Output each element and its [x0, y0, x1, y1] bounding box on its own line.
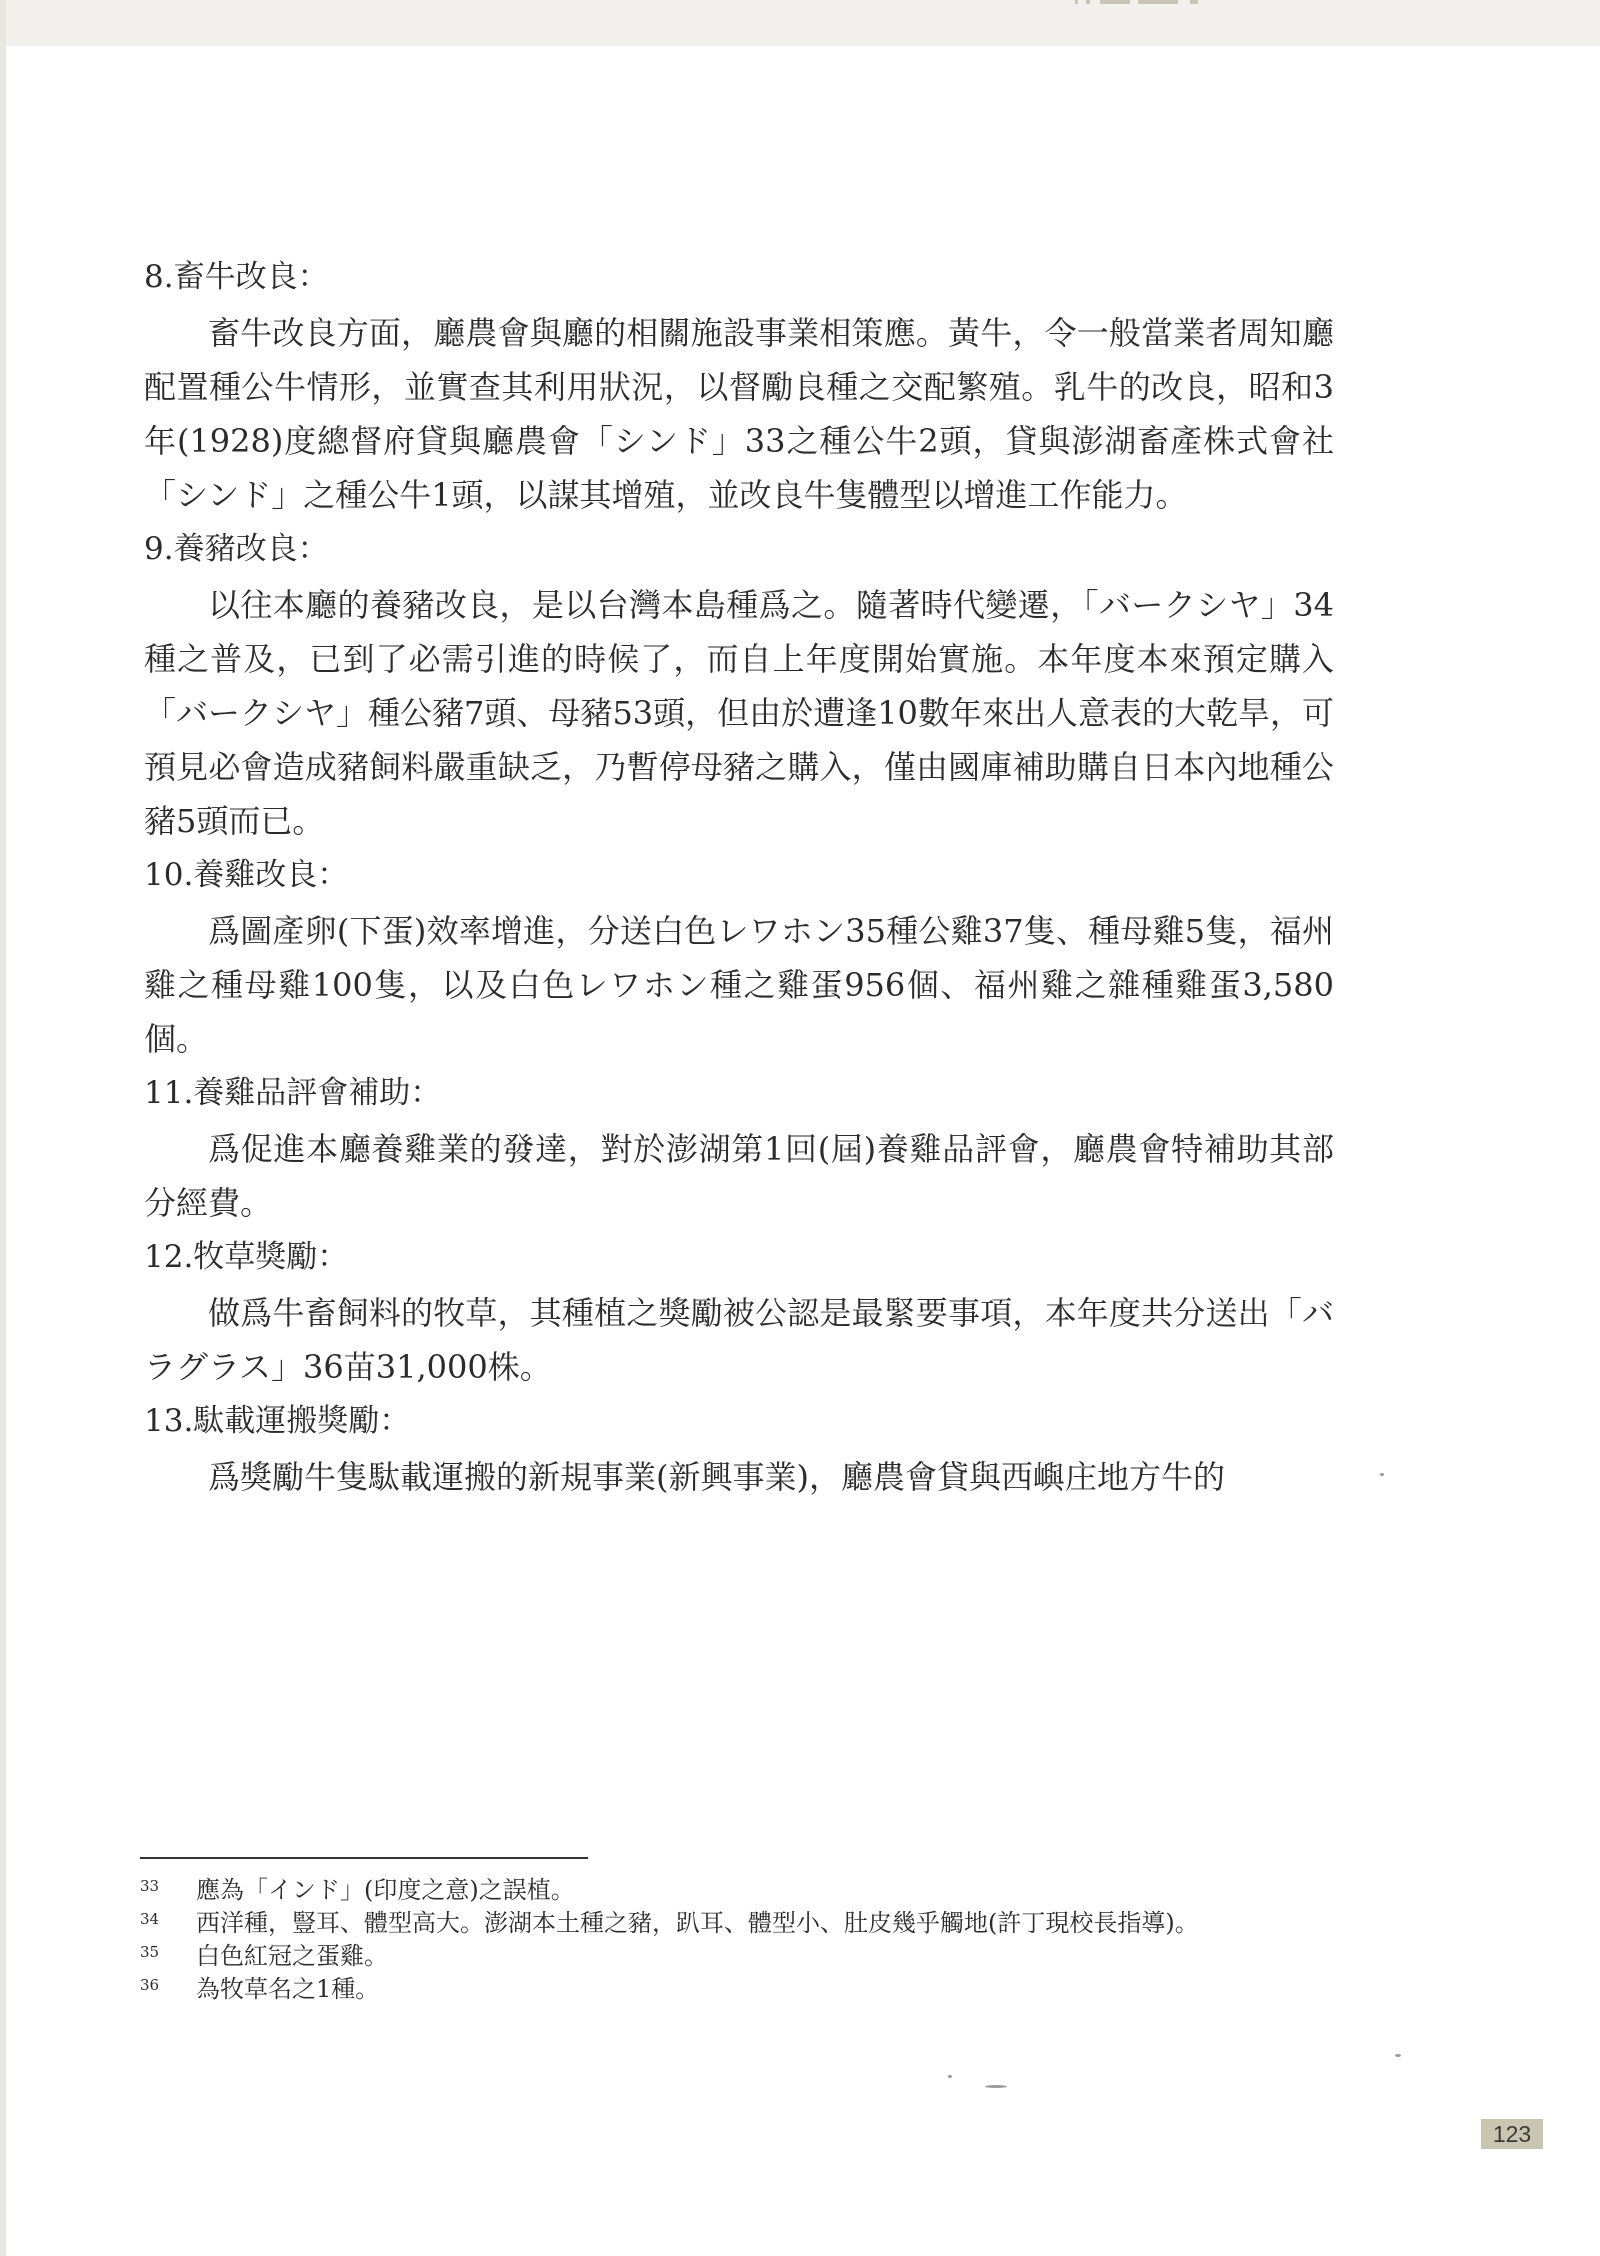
scan-mark: [1100, 0, 1130, 4]
page-number: 123: [1481, 2119, 1543, 2149]
scan-speck: [948, 2075, 952, 2078]
section-paragraph: 以往本廳的養豬改良，是以台灣本島種爲之。隨著時代變遷，「バークシヤ」34種之普及，已到了必需引進的時候了，而自上年度開始實施。本年度本來預定購入「バークシヤ」種公豬7頭、母豬53頭，但由於遭逢10數年來出人意表的大乾旱，可預見必會造成豬飼料嚴重缺乏，乃暫停母豬之購入，僅由國庫補助購自日本內地種公豬5頭而已。: [144, 586, 1334, 840]
footnote: [140, 1874, 1335, 1907]
scan-speck: [1380, 1473, 1384, 1476]
section-heading: 8.畜牛改良：: [144, 259, 329, 295]
section-paragraph: 爲圖產卵(下蛋)效率增進，分送白色レワホン35種公雞37隻、種母雞5隻，福州雞之種母雞100隻，以及白色レワホン種之雞蛋956個、福州雞之雜種雞蛋3,580個。: [144, 912, 1334, 1058]
footnote-number: 35: [140, 1943, 160, 1961]
scan-mark: [1138, 0, 1178, 4]
section-paragraph: 爲促進本廳養雞業的發達，對於澎湖第1回(屆)養雞品評會，廳農會特補助其部分經費。: [144, 1130, 1334, 1222]
section-paragraph: 做爲牛畜飼料的牧草，其種植之獎勵被公認是最緊要事項，本年度共分送出「バラグラス」36苗31,000株。: [144, 1294, 1334, 1386]
footnote-text: 西洋種，豎耳、體型高大。澎湖本土種之豬，趴耳、體型小、肚皮幾乎觸地(許丁現校長指導)。: [196, 1909, 1199, 1937]
footnotes: [140, 1874, 1335, 2006]
footnote-number: 33: [140, 1877, 160, 1895]
section-heading: 10.養雞改良：: [144, 857, 349, 893]
section-paragraph: 畜牛改良方面，廳農會與廳的相關施設事業相策應。黃牛，令一般當業者周知廳配置種公牛情形，並實查其利用狀況，以督勵良種之交配繁殖。乳牛的改良，昭和3年(1928)度總督府貸與廳農會「シンド」33之種公牛2頭，貸與澎湖畜產株式會社「シンド」之種公牛1頭，以謀其增殖，並改良牛隻體型以增進工作能力。: [144, 314, 1334, 514]
footnote-text: 白色紅冠之蛋雞。: [196, 1942, 388, 1970]
section-heading: 13.駄載運搬獎勵：: [144, 1403, 411, 1439]
footnote-number: 34: [140, 1910, 160, 1928]
footnote-number: 36: [140, 1976, 160, 1994]
main-text: [144, 250, 1334, 1506]
footnote: [140, 1907, 1335, 1940]
scan-mark: [1190, 0, 1198, 4]
section-paragraph: 爲獎勵牛隻駄載運搬的新規事業(新興事業)，廳農會貸與西嶼庄地方牛的: [208, 1458, 1225, 1496]
scan-top-band: [0, 0, 1600, 46]
footnote: [140, 1940, 1335, 1973]
footnote: [140, 1973, 1335, 2006]
footnote-text: 為牧草名之1種。: [196, 1975, 380, 2003]
scan-mark: [1086, 0, 1090, 4]
section-heading: 9.養豬改良：: [144, 531, 329, 567]
section-heading: 12.牧草獎勵：: [144, 1239, 349, 1275]
section-heading: 11.養雞品評會補助：: [144, 1075, 442, 1111]
scan-mark: [1075, 0, 1078, 4]
scan-left-edge: [0, 0, 6, 2256]
footnote-text: 應為「インド」(印度之意)之誤植。: [196, 1876, 575, 1904]
scan-speck: [985, 2085, 1007, 2088]
scan-speck: [1395, 2054, 1401, 2057]
footnote-divider: [140, 1857, 588, 1859]
